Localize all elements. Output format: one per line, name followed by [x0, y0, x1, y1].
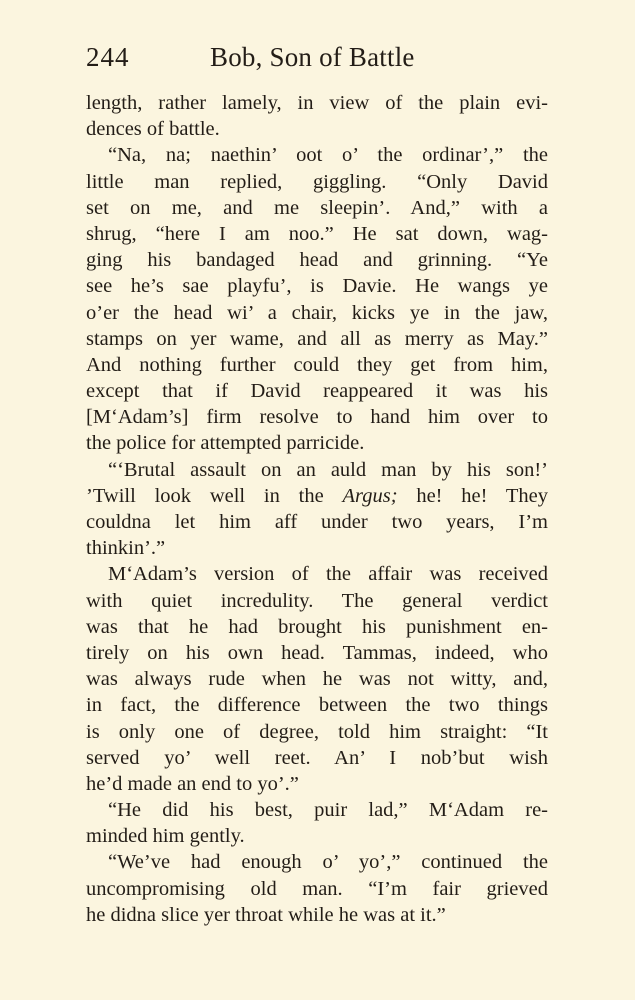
text-line-segment: he! he! They [397, 484, 548, 507]
page-number: 244 [86, 42, 130, 72]
text-line: And nothing further could they get from him, [86, 353, 548, 376]
body-text [86, 90, 548, 928]
text-line: thinkin’.” [86, 537, 166, 560]
text-line: “‘Brutal assault on an auld man by his son!’ [108, 458, 548, 481]
page-header [86, 42, 548, 82]
text-line: stamps on yer wame, and all as merry as May.” [86, 327, 548, 350]
text-line: o’er the head wi’ a chair, kicks ye in the jaw, [86, 301, 548, 324]
text-line: ging his bandaged head and grinning. “Ye [86, 249, 548, 272]
text-line: couldna let him aff under two years, I’m [86, 511, 548, 533]
text-line: he’d made an end to yo’.” [86, 772, 299, 795]
text-line: little man replied, giggling. “Only David [86, 170, 548, 193]
running-head: Bob, Son of Battle [210, 42, 415, 72]
text-line: dences of battle. [86, 118, 220, 141]
text-line: “Na, na; naethin’ oot o’ the ordinar’,” the [108, 144, 548, 167]
text-line-segment: ’Twill look well in the [86, 484, 343, 507]
text-line: served yo’ well reet. An’ I nob’but wish [86, 746, 548, 769]
text-line: minded him gently. [86, 825, 245, 848]
text-line: was always rude when he was not witty, and, [86, 668, 548, 691]
text-line: uncompromising old man. “I’m fair grieved [86, 877, 548, 900]
text-line: in fact, the difference between the two things [86, 694, 548, 717]
text-line: was that he had brought his punishment en- [86, 615, 548, 638]
text-line: see he’s sae playfu’, is Davie. He wangs ye [86, 275, 548, 298]
text-line: length, rather lamely, in view of the plain evi- [86, 92, 548, 114]
text-line: [M‘Adam’s] firm resolve to hand him over to [86, 406, 548, 429]
text-line: he didna slice yer throat while he was at it.” [86, 903, 446, 926]
text-line [86, 483, 548, 509]
text-line: “He did his best, puir lad,” M‘Adam re- [108, 799, 548, 822]
text-line: shrug, “here I am noo.” He sat down, wag- [86, 222, 548, 245]
text-line: “We’ve had enough o’ yo’,” continued the [108, 851, 548, 874]
italic-title: Argus; [342, 484, 398, 507]
text-line: set on me, and me sleepin’. And,” with a [86, 196, 548, 219]
text-line: except that if David reappeared it was his [86, 380, 548, 403]
text-line: is only one of degree, told him straight: “It [86, 720, 548, 743]
text-line: with quiet incredulity. The general verdict [86, 589, 548, 612]
text-line: M‘Adam’s version of the affair was received [108, 563, 548, 586]
text-line: tirely on his own head. Tammas, indeed, who [86, 641, 548, 664]
text-line: the police for attempted parricide. [86, 432, 365, 455]
